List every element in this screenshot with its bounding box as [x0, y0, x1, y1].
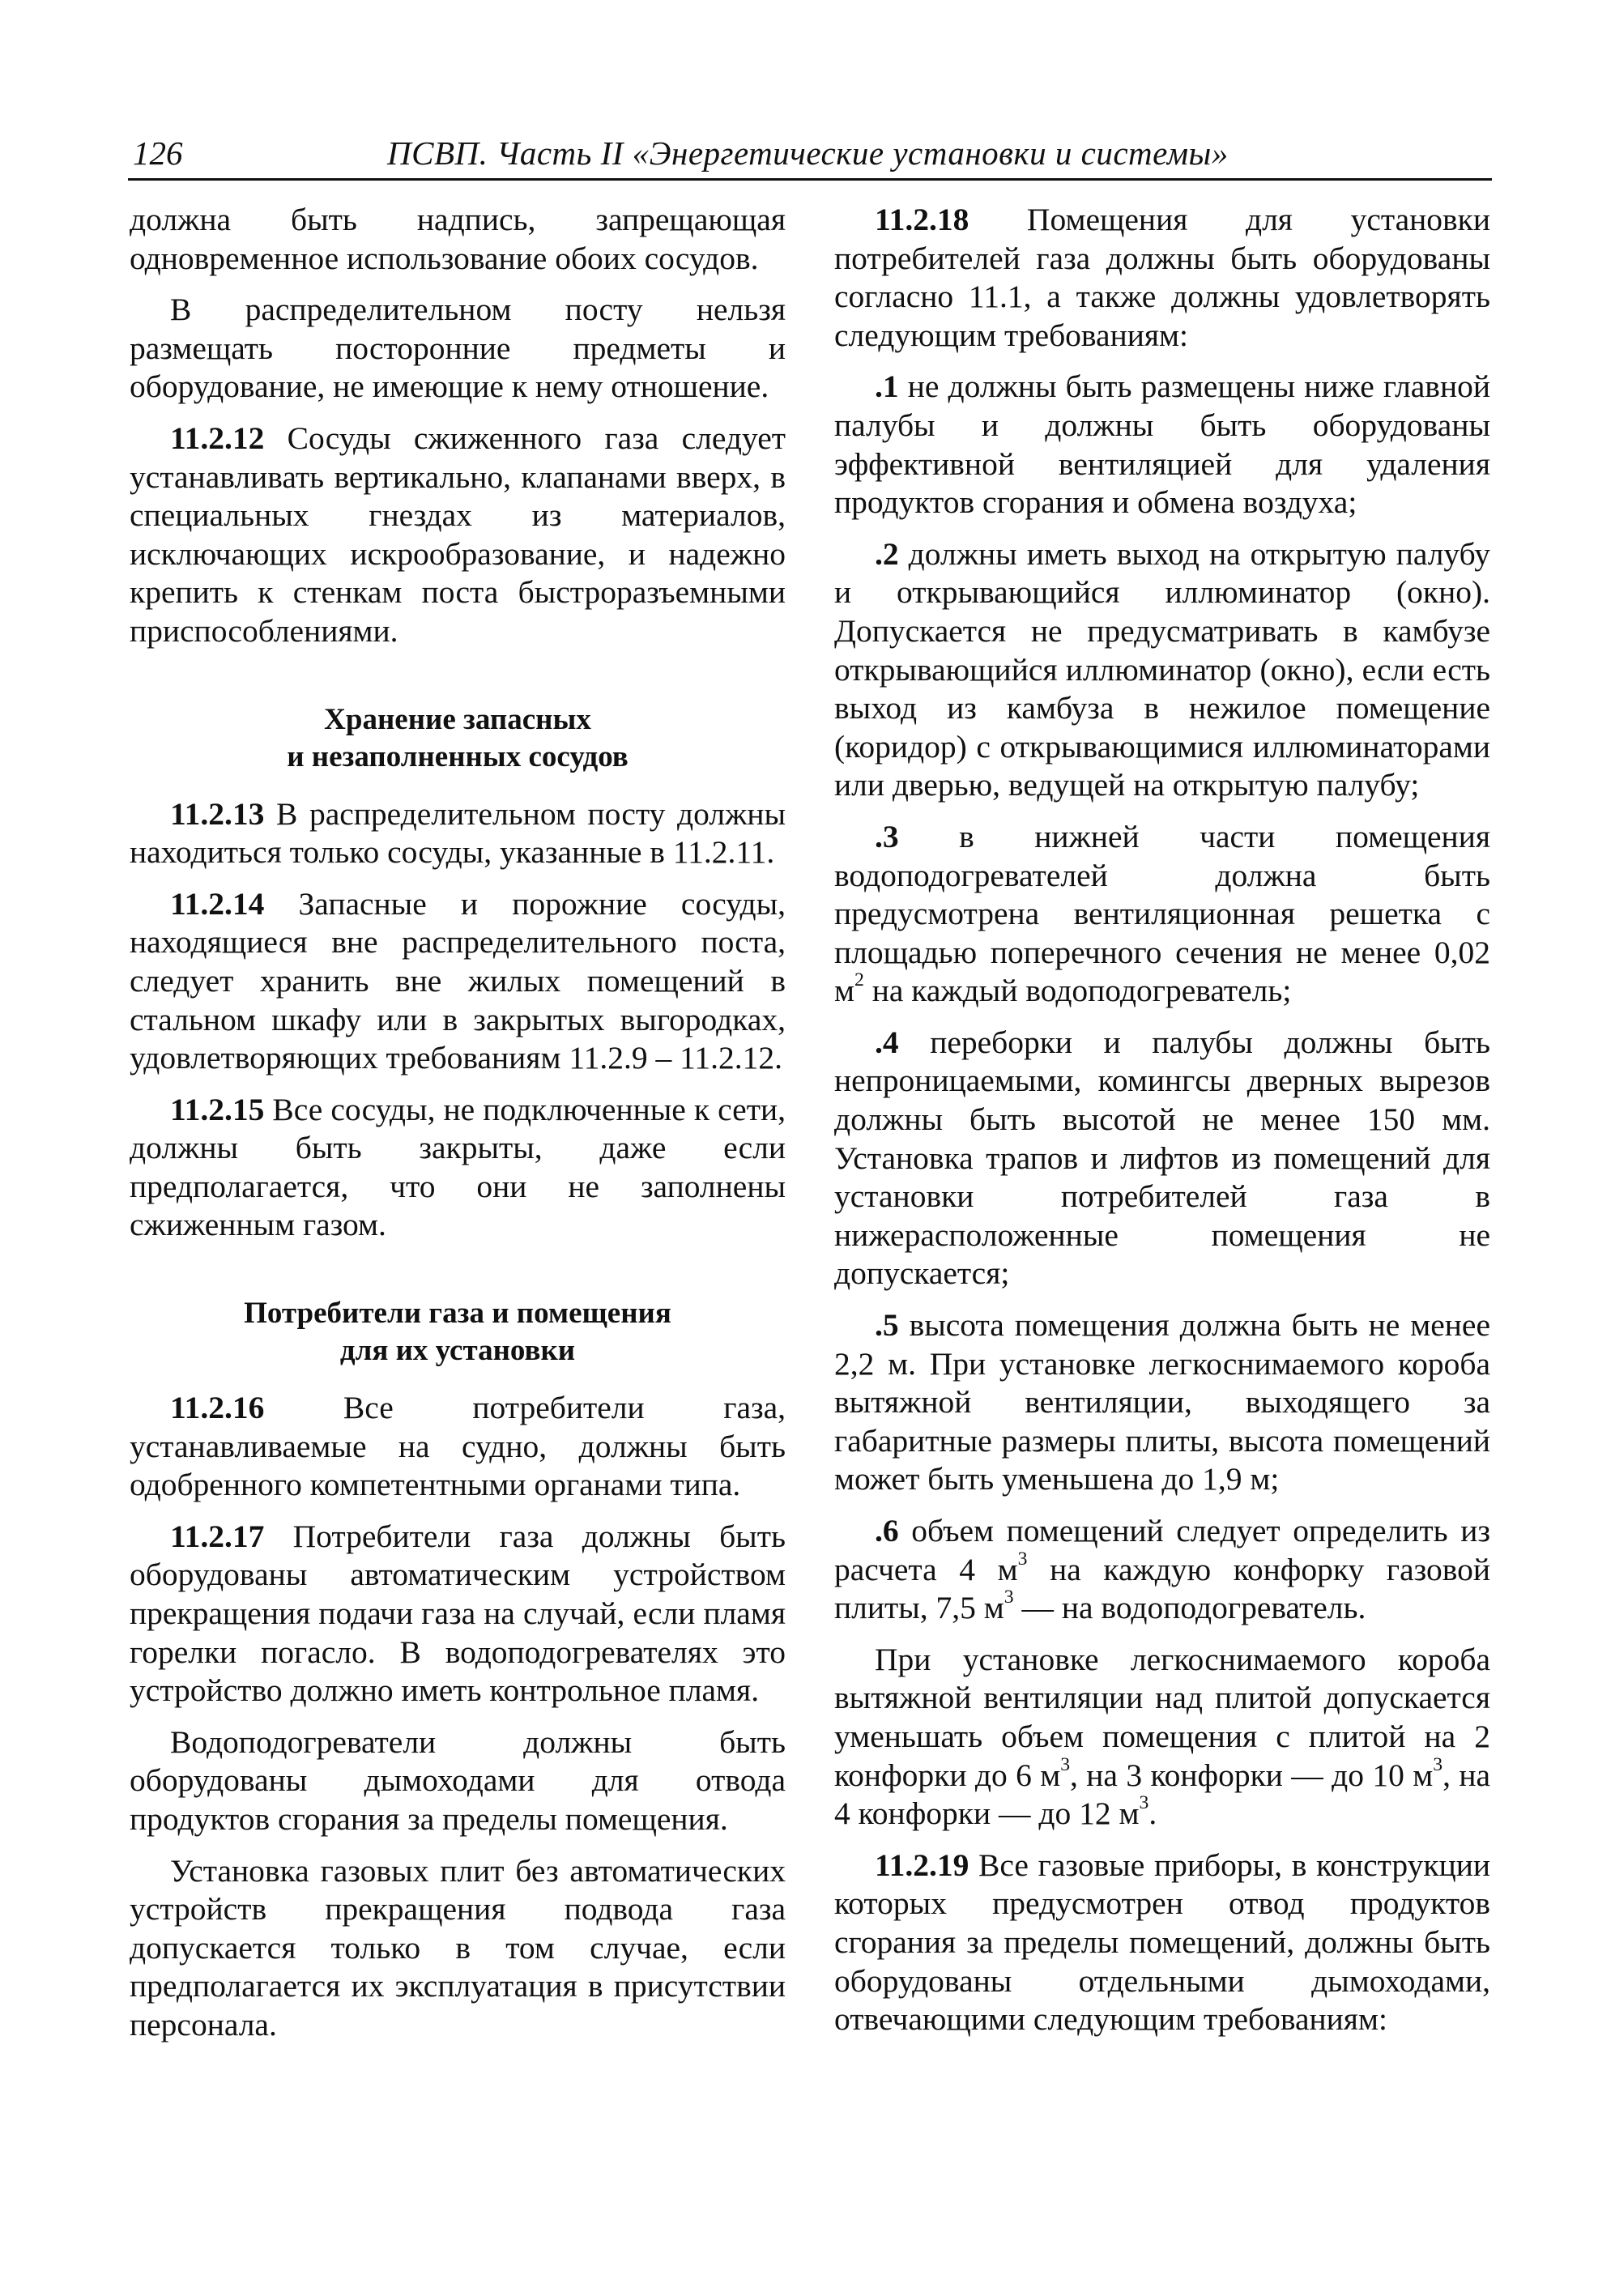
clause-text: Все потребители газа, устанавливаемые на судно, должны быть одобренного компетентными органами типа. [130, 1390, 786, 1503]
clause-text: Потребители газа должны быть оборудованы автоматическим устройством прекращения подачи газа на случай, если пламя горелки погасло. В водоподогревателях это устройство должно иметь контрольное пламя. [130, 1518, 786, 1709]
clause-number: 11.2.19 [875, 1847, 969, 1883]
clause-text: Все газовые приборы, в конструкции которых предусмотрен отвод продуктов сгорания за пределы помещений, должны быть оборудованы отдельными дымоходами, отвечающими следующим требованиям: [834, 1847, 1490, 2038]
page-number: 126 [133, 134, 183, 172]
list-item-3 [834, 818, 1490, 1011]
item-marker: .6 [875, 1513, 899, 1548]
section-heading-storage [130, 701, 786, 776]
paragraph-water-heaters: Водоподогреватели должны быть оборудованы дымоходами для отвода продуктов сгорания за пределы помещения. [130, 1723, 786, 1837]
clause-number: 11.2.13 [170, 795, 265, 832]
item-text: — на водоподогреватель. [1013, 1590, 1366, 1626]
heading-line: Потребители газа и помещения [244, 1297, 671, 1331]
superscript: 2 [854, 969, 864, 991]
clause-number: 11.2.15 [170, 1091, 265, 1127]
item-text: в нижней части помещения водоподогревателей должна быть предусмотрена вентиляционная решетка с площадью поперечного сечения не менее 0,02 м [834, 818, 1490, 1009]
heading-line: Хранение запасных [324, 702, 591, 736]
paragraph-text: , на 4 конфорки — до 12 м [834, 1757, 1491, 1832]
item-marker: .3 [875, 818, 899, 854]
clause-11-2-17 [130, 1518, 786, 1710]
item-text: высота помещения должна быть не менее 2,2 м. При установке легкоснимаемого короба вытяжной вентиляции, выходящего за габаритные размеры плиты, высота помещений может быть уменьшена до 1,9 м; [834, 1307, 1490, 1497]
clause-text: Сосуды сжиженного газа следует устанавливать вертикально, клапанами вверх, в специальных гнездах из материалов, исключающих искрообразование, и надежно крепить к стенкам поста быстроразъемными приспособлениями. [130, 420, 786, 649]
running-title: ПСВП. Часть II «Энергетические установки и системы» [387, 134, 1229, 172]
item-text: должны иметь выход на открытую палубу и открывающийся иллюминатор (окно). Допускается не предусматривать в камбузе открывающийся иллюминатор (окно), если есть выход из камбуза в нежилое помещение (коридор) с открывающимися иллюминаторами или дверью, ведущей на открытую палубу; [834, 535, 1490, 803]
clause-number: 11.2.14 [170, 885, 265, 922]
clause-11-2-12 [130, 420, 786, 651]
item-text: на каждую конфорку газовой плиты, 7,5 м [834, 1551, 1490, 1626]
right-column [834, 201, 1490, 2052]
clause-number: 11.2.18 [875, 202, 969, 237]
item-text: объем помещений следует определить из расчета 4 м [834, 1513, 1490, 1587]
item-text: не должны быть размещены ниже главной палубы и должны быть оборудованы эффективной вентиляцией для удаления продуктов сгорания и обмена воздуха; [834, 368, 1490, 521]
list-item-4 [834, 1024, 1490, 1293]
clause-text: Все сосуды, не подключенные к сети, должны быть закрыты, даже если предполагается, что они не заполнены сжиженным газом. [130, 1091, 786, 1243]
superscript: 3 [1017, 1548, 1028, 1570]
clause-11-2-19 [834, 1847, 1490, 2039]
list-item-5 [834, 1306, 1490, 1499]
superscript: 3 [1433, 1753, 1443, 1775]
clause-text: Запасные и порожние сосуды, находящиеся вне распределительного поста, следует хранить вне жилых помещений в стальном шкафу или в закрытых выгородках, удовлетворяющих требованиям 11.2.9 – 11.2.12. [130, 885, 786, 1076]
paragraph-text: , на 3 конфорки — до 10 м [1070, 1757, 1434, 1793]
clause-11-2-18 [834, 201, 1490, 355]
clause-number: 11.2.17 [170, 1518, 265, 1554]
heading-line: и незаполненных сосудов [287, 739, 629, 773]
item-text: на каждый водоподогреватель; [863, 973, 1292, 1009]
paragraph-continuation: должна быть надпись, запрещающая одновременное использование обоих сосудов. [130, 202, 786, 276]
section-heading-consumers [130, 1295, 786, 1370]
item-marker: .2 [875, 535, 899, 572]
superscript: 3 [1004, 1587, 1014, 1608]
page-header [128, 128, 1492, 181]
superscript: 3 [1139, 1792, 1149, 1814]
left-column [130, 201, 786, 2058]
superscript: 3 [1060, 1753, 1071, 1775]
item-text: переборки и палубы должны быть непроницаемыми, комингсы дверных вырезов должны быть высотой не менее 150 мм. Установка трапов и лифтов из помещений для установки потребителей газа в нижерасположенные помещения не допускается; [834, 1024, 1490, 1292]
paragraph-post-contents: В распределительном посту нельзя размещать посторонние предметы и оборудование, не имеющие к нему отношение. [130, 292, 786, 405]
paragraph-gas-stoves: Установка газовых плит без автоматических устройств прекращения подвода газа допускается только в том случае, если предполагается их эксплуатация в присутствии персонала. [130, 1852, 786, 2043]
paragraph-exhaust-hood [834, 1641, 1490, 1834]
clause-11-2-15 [130, 1091, 786, 1245]
clause-11-2-13 [130, 795, 786, 872]
clause-11-2-16 [130, 1389, 786, 1505]
clause-text: Помещения для установки потребителей газа должны быть оборудованы согласно 11.1, а также должны удовлетворять следующим требованиям: [834, 202, 1490, 353]
clause-text: В распределительном посту должны находиться только сосуды, указанные в 11.2.11. [130, 795, 786, 871]
list-item-1 [834, 368, 1490, 522]
paragraph-text: При установке легкоснимаемого короба вытяжной вентиляции над плитой допускается уменьшать объем помещения с плитой на 2 конфорки до 6 м [834, 1641, 1490, 1793]
item-marker: .1 [875, 368, 899, 405]
list-item-2 [834, 535, 1490, 805]
item-marker: .5 [875, 1307, 899, 1344]
heading-line: для их установки [339, 1334, 576, 1368]
item-marker: .4 [875, 1024, 899, 1060]
clause-11-2-14 [130, 885, 786, 1078]
clause-number: 11.2.12 [170, 420, 265, 456]
list-item-6 [834, 1512, 1490, 1628]
clause-number: 11.2.16 [170, 1390, 265, 1426]
paragraph-text: . [1148, 1795, 1157, 1832]
